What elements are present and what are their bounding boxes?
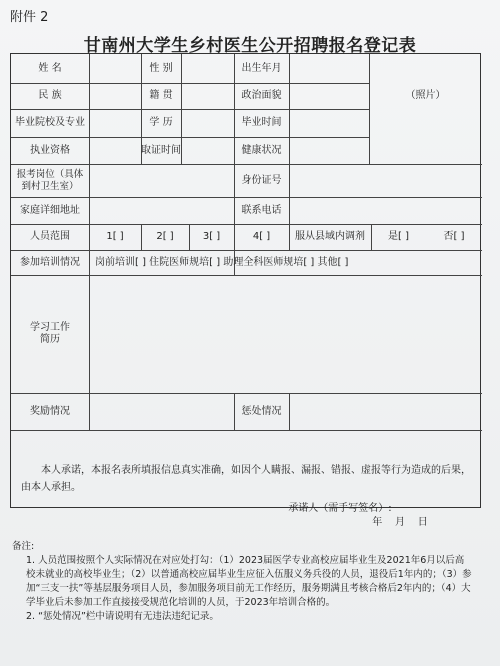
note-item-2: 2. “惩处情况”栏中请说明有无违法违纪记录。 [26,611,219,622]
training-options[interactable]: 岗前培训[ ] 住院医师规培[ ] 助理全科医师规培[ ] 其他[ ] [95,256,349,268]
practice-qualification-label: 执业资格 [30,144,70,156]
gender-label: 性 别 [149,62,173,74]
note-item-1: 1. 人员范围按照个人实际情况在对应处打勾：（1）2023届医学专业高校应届毕业生及2021年6月以后高校未就业的高校毕业生；（2）以普通高校应届毕业生应征入伍服义务兵役的人员，退役后1年内的；（3）参加“三支一扶”等基层服务项目人员，参加服务项目前无工作经历，服务期满且考核合格后2年内的；（4）大学毕业后未参加工作直接接受规范化培训的人员，于2023年培训合格的。 [26,555,472,608]
scope-option-4[interactable]: 4[ ] [252,231,271,242]
scope-option-3[interactable]: 3[ ] [202,231,221,242]
form-title: 甘南州大学生乡村医生公开招聘报名登记表 [83,36,417,56]
personnel-scope-label: 人员范围 [30,231,70,242]
registration-table [10,53,481,508]
scope-option-1[interactable]: 1[ ] [106,231,124,242]
home-address-label: 家庭详细地址 [20,204,80,216]
name-label: 姓 名 [38,62,62,74]
signer-label: 承诺人（需手写签名）: [288,503,392,514]
punishment-label: 惩处情况 [241,405,282,417]
native-place-label: 籍 贯 [149,90,173,101]
county-transfer-label: 服从县域内调剂 [295,231,365,242]
notes-section [12,540,472,624]
birth-date-label: 出生年月 [241,62,282,74]
training-label: 参加培训情况 [20,256,80,268]
attachment-label: 附件 2 [10,10,49,25]
certification-time-label: 取证时间 [141,144,181,156]
resume-label: 学习工作简历 [30,322,70,345]
education-label: 学 历 [149,117,173,128]
transfer-no-option[interactable]: 否[ ] [443,231,465,242]
ethnicity-label: 民 族 [38,90,62,101]
health-status-label: 健康状况 [241,144,282,156]
pledge-text: 本人承诺，本报名表所填报信息真实准确，如因个人瞒报、漏报、错报、虚报等行为造成的后果，由本人承担。 [21,465,471,493]
notes-heading: 备注: [12,541,35,552]
photo-placeholder[interactable]: （照片） [405,89,446,101]
political-status-label: 政治面貌 [241,90,282,101]
transfer-yes-option[interactable]: 是[ ] [388,231,409,242]
school-major-label: 毕业院校及专业 [15,117,85,128]
id-number-label: 身份证号 [241,174,282,186]
graduation-time-label: 毕业时间 [241,117,282,128]
applied-post-label: 报考岗位（具体到村卫生室） [16,168,84,192]
signature-date: 年 月 日 [372,517,428,528]
phone-label: 联系电话 [241,204,282,216]
scope-option-2[interactable]: 2[ ] [156,231,174,242]
rewards-label: 奖励情况 [30,405,70,417]
